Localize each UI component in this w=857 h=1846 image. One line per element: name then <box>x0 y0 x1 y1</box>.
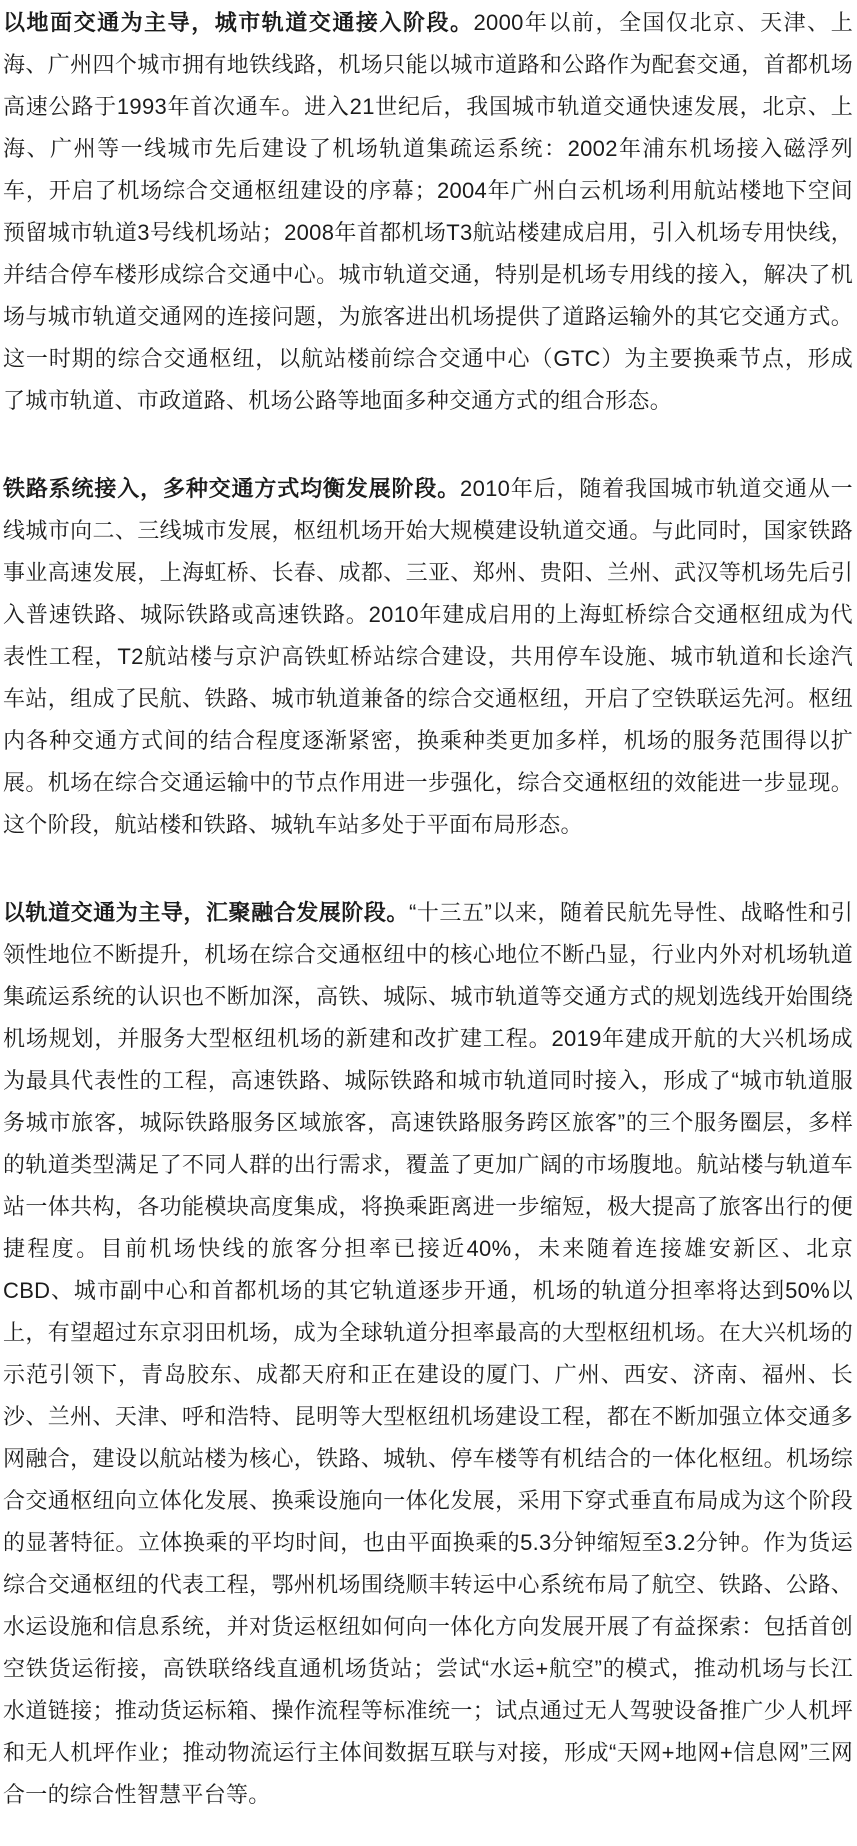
paragraph-body: “十三五”以来，随着民航先导性、战略性和引领性地位不断提升，机场在综合交通枢纽中的核心地位不断凸显，行业内外对机场轨道集疏运系统的认识也不断加深，高铁、城际、城市轨道等交通方式的规划选线开始围绕机场规划，并服务大型枢纽机场的新建和改扩建工程。2019年建成开航的大兴机场成为最具代表性的工程，高速铁路、城际铁路和城市轨道同时接入，形成了“城市轨道服务城市旅客，城际铁路服务区域旅客，高速铁路服务跨区旅客”的三个服务圈层，多样的轨道类型满足了不同人群的出行需求，覆盖了更加广阔的市场腹地。航站楼与轨道车站一体共构，各功能模块高度集成，将换乘距离进一步缩短，极大提高了旅客出行的便捷程度。目前机场快线的旅客分担率已接近40%，未来随着连接雄安新区、北京CBD、城市副中心和首都机场的其它轨道逐步开通，机场的轨道分担率将达到50%以上，有望超过东京羽田机场，成为全球轨道分担率最高的大型枢纽机场。在大兴机场的示范引领下，青岛胶东、成都天府和正在建设的厦门、广州、西安、济南、福州、长沙、兰州、天津、呼和浩特、昆明等大型枢纽机场建设工程，都在不断加强立体交通多网融合，建设以航站楼为核心，铁路、城轨、停车楼等有机结合的一体化枢纽。机场综合交通枢纽向立体化发展、换乘设施向一体化发展，采用下穿式垂直布局成为这个阶段的显著特征。立体换乘的平均时间，也由平面换乘的5.3分钟缩短至3.2分钟。作为货运综合交通枢纽的代表工程，鄂州机场围绕顺丰转运中心系统布局了航空、铁路、公路、水运设施和信息系统，并对货运枢纽如何向一体化方向发展开展了有益探索：包括首创空铁货运衔接，高铁联络线直通机场货站；尝试“水运+航空”的模式，推动机场与长江水道链接；推动货运标箱、操作流程等标准统一；试点通过无人驾驶设备推广少人机坪和无人机坪作业；推动物流运行主体间数据互联与对接，形成“天网+地网+信息网”三网合一的综合性智慧平台等。 <box>3 900 853 1807</box>
paragraph-ground-transport-stage <box>3 2 853 422</box>
paragraph-body: 2010年后，随着我国城市轨道交通从一线城市向二、三线城市发展，枢纽机场开始大规模建设轨道交通。与此同时，国家铁路事业高速发展，上海虹桥、长春、成都、三亚、郑州、贵阳、兰州、武汉等机场先后引入普速铁路、城际铁路或高速铁路。2010年建成启用的上海虹桥综合交通枢纽成为代表性工程，T2航站楼与京沪高铁虹桥站综合建设，共用停车设施、城市轨道和长途汽车站，组成了民航、铁路、城市轨道兼备的综合交通枢纽，开启了空铁联运先河。枢纽内各种交通方式间的结合程度逐渐紧密，换乘种类更加多样，机场的服务范围得以扩展。机场在综合交通运输中的节点作用进一步强化，综合交通枢纽的效能进一步显现。这个阶段，航站楼和铁路、城轨车站多处于平面布局形态。 <box>3 476 853 837</box>
paragraph-lead: 铁路系统接入，多种交通方式均衡发展阶段。 <box>3 476 461 501</box>
paragraph-body: 2000年以前，全国仅北京、天津、上海、广州四个城市拥有地铁线路，机场只能以城市道路和公路作为配套交通，首都机场高速公路于1993年首次通车。进入21世纪后，我国城市轨道交通快速发展，北京、上海、广州等一线城市先后建设了机场轨道集疏运系统：2002年浦东机场接入磁浮列车，开启了机场综合交通枢纽建设的序幕；2004年广州白云机场利用航站楼地下空间预留城市轨道3号线机场站；2008年首都机场T3航站楼建成启用，引入机场专用快线，并结合停车楼形成综合交通中心。城市轨道交通，特别是机场专用线的接入，解决了机场与城市轨道交通网的连接问题，为旅客进出机场提供了道路运输外的其它交通方式。这一时期的综合交通枢纽，以航站楼前综合交通中心（GTC）为主要换乘节点，形成了城市轨道、市政道路、机场公路等地面多种交通方式的组合形态。 <box>3 10 853 413</box>
paragraph-rail-dominant-stage <box>3 892 853 1816</box>
paragraph-lead: 以地面交通为主导，城市轨道交通接入阶段。 <box>3 10 474 35</box>
paragraph-railway-access-stage <box>3 468 853 846</box>
paragraph-lead: 以轨道交通为主导，汇聚融合发展阶段。 <box>3 900 409 925</box>
